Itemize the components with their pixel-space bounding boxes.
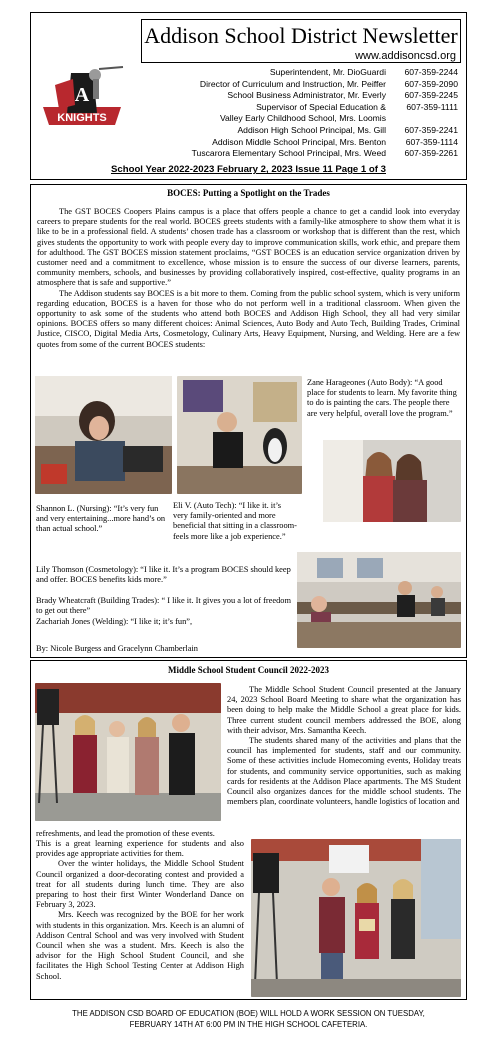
masthead <box>30 12 467 180</box>
boe-notice-line-2: FEBRUARY 14TH AT 6:00 PM IN THE HIGH SCHOOL CAFETERIA. <box>129 1020 368 1029</box>
cosmetology-classroom-photo <box>297 552 461 648</box>
boces-intro <box>37 207 460 350</box>
council-paragraph-4: Mrs. Keech was recognized by the BOE for her work with students in this organization. Mrs. Keech is an alumni of Addison Central School and was very involved with Student Council when she was a student. Mrs. Keech is also the advisor for the High School Student Council, and she facilitates the High School Testing Center at Addison High School. <box>36 910 244 981</box>
quote-zachariah: Zachariah Jones (Welding): “I like it; it’s fun”, <box>36 617 193 626</box>
council-paragraph-2c: This is a great learning experience for students and also provides age appropriate activities for them. <box>36 839 244 859</box>
staff-phone: 607-359-2241 <box>404 124 458 135</box>
staff-name: Superintendent, Mr. DioGuardi <box>269 67 386 77</box>
boe-notice <box>30 1002 467 1042</box>
boces-byline: By: Nicole Burgess and Gracelynn Chamberlain <box>36 644 198 653</box>
staff-row <box>192 67 458 79</box>
student-laptop-photo <box>35 376 172 494</box>
boces-title: BOCES: Putting a Spotlight on the Trades <box>167 188 330 198</box>
staff-phone: 607-359-1114 <box>405 136 458 147</box>
staff-phone: 607-359-1111 <box>406 101 458 112</box>
staff-row <box>192 148 458 160</box>
council-paragraph-2a: The students shared many of the activities and plans that the council has implemented for students, staff and our community. Some of these activities include Homecoming events, Holiday treats for students, and community service opportunities, such as making cards for residents at the Addison Place apartments. The MS Student Council also organizes dances for the middle school students. The members plan, coordinate volunteers, handle logistics of location and <box>227 736 461 807</box>
quote-lily: Lily Thomson (Cosmetology): “I like it. It’s a program BOCES should keep and offer. BOCES benefits kids more.” <box>36 565 291 585</box>
staff-name: Supervisor of Special Education & <box>256 101 386 112</box>
council-paragraph-3: Over the winter holidays, the Middle School Student Council organized a door-decorating contest and provided a treat for all students during lunch time. They are also preparing to host their first Winter Wonderland Dance on February 3, 2023. <box>36 859 244 910</box>
staff-name: Valley Early Childhood School, Mrs. Loomis <box>219 113 386 124</box>
council-body <box>36 839 244 982</box>
council-group-photo <box>35 683 221 821</box>
staff-phone: 607-359-2090 <box>404 78 458 89</box>
logo-text: KNIGHTS <box>57 112 107 124</box>
two-students-photo <box>323 440 461 522</box>
staff-row <box>192 102 458 114</box>
council-paragraph-2b: refreshments, and lead the promotion of these events. <box>36 829 215 838</box>
logo-letter: A <box>74 84 90 106</box>
staff-row <box>192 125 458 137</box>
title-box <box>141 19 461 63</box>
staff-phone <box>386 113 458 125</box>
staff-directory <box>192 67 458 160</box>
student-classroom-photo <box>177 376 302 494</box>
council-title: Middle School Student Council 2022-2023 <box>167 665 330 675</box>
staff-row <box>192 79 458 91</box>
boces-paragraph-1: The GST BOCES Coopers Plains campus is a place that offers people a chance to get a candid look into everyday careers to prepare students for the real world. BOCES greets students with a family-like atmosphere to show them what it is like to be in a professional field. A students’ chosen trade has a classroom or workshop that is different than the rest, which gives students the opportunity to work with people every day to improve communication skills, work ethic, and prepare them for adulthood. The GST BOCES mission statement proclaims, “GST BOCES is an education service organization driven by customer need and a commitment to excellence, whose mission is to ensure the success of our diverse learners, parents, community members, schools, and businesses by providing collaboratively inspired, cost-effective, quality programs in an atmosphere that is safe and supportive.” <box>37 207 460 288</box>
website-link[interactable]: www.addisoncsd.org <box>355 50 456 62</box>
council-intro <box>227 685 461 807</box>
staff-phone: 607-359-2244 <box>404 67 458 77</box>
student-council-article <box>30 660 467 1000</box>
staff-phone: 607-359-2261 <box>404 148 458 159</box>
staff-phone: 607-359-2245 <box>404 90 458 101</box>
quote-zane: Zane Harageones (Auto Body): “A good place for students to learn. My favorite thing to do is painting the cars. The people there are very helpful, overall love the program.” <box>307 378 457 418</box>
boces-paragraph-2: The Addison students say BOCES is a bit more to them. Coming from the public school system, which is very uniform regarding education, BOCES is a haven for those who do not perform well in a traditional classroom. When given the opportunity to ask some of the students who attend both BOCES and Addison High School, they all had very similar opinions. BOCES offers so many different choices: Animal Sciences, Auto Body and Auto Tech, Building Trades, Criminal Justice, CISCO, Digital Media Arts, Cosmetology, Culinary Arts, Heavy Equipment, Nursing, and Welding. Here are a few quotes from some of the current BOCES students: <box>37 288 460 349</box>
boe-notice-line-1: THE ADDISON CSD BOARD OF EDUCATION (BOE) WILL HOLD A WORK SESSION ON TUESDAY, <box>72 1009 425 1018</box>
quote-brady: Brady Wheatcraft (Building Trades): “ I like it. It gives you a lot of freedom to get out there” <box>36 596 291 616</box>
knights-logo <box>35 65 129 131</box>
keech-award-photo <box>251 839 461 997</box>
staff-name: Addison High School Principal, Ms. Gill <box>237 124 386 135</box>
staff-row <box>192 90 458 102</box>
staff-row <box>192 113 458 125</box>
newsletter-title: Addison School District Newsletter <box>144 23 458 48</box>
issue-line: School Year 2022-2023 February 2, 2023 Issue 11 Page 1 of 3 <box>110 164 386 175</box>
staff-name: School Business Administrator, Mr. Everly <box>227 90 386 101</box>
boces-article <box>30 184 467 658</box>
staff-name: Addison Middle School Principal, Mrs. Benton <box>212 136 386 147</box>
council-paragraph-1: The Middle School Student Council presented at the January 24, 2023 School Board Meeting to share what the organization has been doing to help make the Middle School a great place for kids. Three current student council members addressed the BOE, along with their advisor, Mrs. Samantha Keech. <box>227 685 461 735</box>
staff-name: Director of Curriculum and Instruction, Mr. Peiffer <box>199 78 386 89</box>
quote-shannon: Shannon L. (Nursing): “It’s very fun and very entertaining...more hand’s on than actual school.” <box>36 504 166 534</box>
quote-eli: Eli V. (Auto Tech): “I like it. it’s very family-oriented and more beneficial that sitting in a classroom-feels more like a job experience.” <box>173 501 297 541</box>
staff-row <box>192 137 458 149</box>
staff-name: Tuscarora Elementary School Principal, Mrs. Weed <box>191 148 386 159</box>
